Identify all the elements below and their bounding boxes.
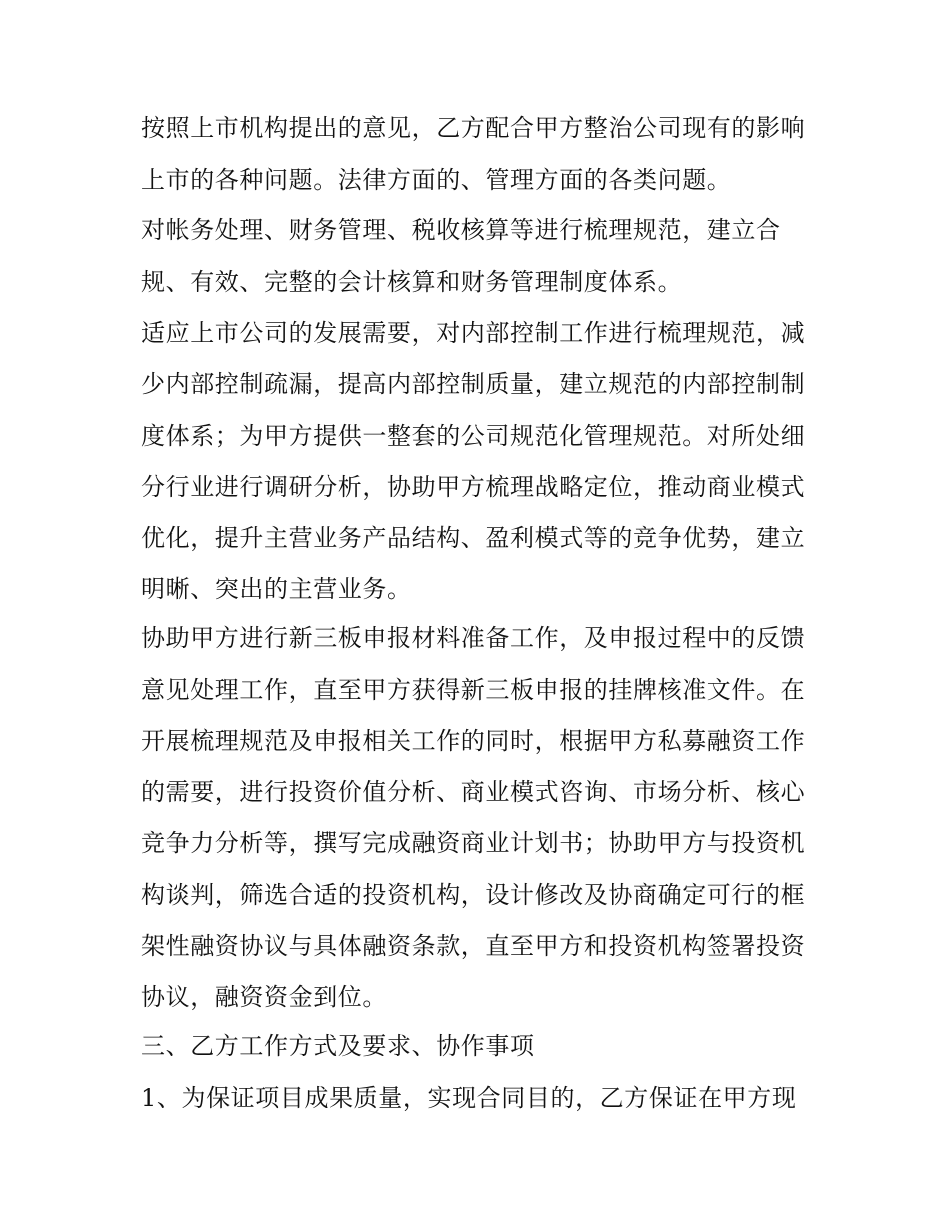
paragraph-line-2: 上市的各种问题。法律方面的、管理方面的各类问题。 [141, 166, 732, 194]
paragraph-line-7: 度体系；为甲方提供一整套的公司规范化管理规范。对所处细 [141, 422, 806, 450]
paragraph-line-13: 开展梳理规范及申报相关工作的同时，根据甲方私募融资工作 [141, 727, 806, 755]
paragraph-line-12: 意见处理工作，直至甲方获得新三板申报的挂牌核准文件。在 [141, 676, 806, 704]
section-heading: 三、乙方工作方式及要求、协作事项 [141, 1032, 535, 1060]
paragraph-line-4: 规、有效、完整的会计核算和财务管理制度体系。 [141, 268, 683, 296]
paragraph-line-11: 协助甲方进行新三板申报材料准备工作，及申报过程中的反馈 [141, 624, 806, 652]
paragraph-line-5: 适应上市公司的发展需要，对内部控制工作进行梳理规范，减 [141, 319, 806, 347]
paragraph-line-15: 竞争力分析等，撰写完成融资商业计划书；协助甲方与投资机 [141, 829, 806, 857]
paragraph-line-1: 按照上市机构提出的意见，乙方配合甲方整治公司现有的影响 [141, 114, 806, 142]
paragraph-line-10: 明晰、突出的主营业务。 [141, 575, 412, 603]
paragraph-line-17: 架性融资协议与具体融资条款，直至甲方和投资机构签署投资 [141, 932, 806, 960]
paragraph-line-14: 的需要，进行投资价值分析、商业模式咨询、市场分析、核心 [141, 778, 806, 806]
paragraph-line-18: 协议，融资资金到位。 [141, 983, 387, 1011]
paragraph-line-3: 对帐务处理、财务管理、税收核算等进行梳理规范，建立合 [141, 216, 781, 244]
paragraph-line-8: 分行业进行调研分析，协助甲方梳理战略定位，推动商业模式 [141, 473, 806, 501]
paragraph-line-9: 优化，提升主营业务产品结构、盈利模式等的竞争优势，建立 [141, 524, 806, 552]
paragraph-line-16: 构谈判，筛选合适的投资机构，设计修改及协商确定可行的框 [141, 881, 806, 909]
paragraph-line-6: 少内部控制疏漏，提高内部控制质量，建立规范的内部控制制 [141, 370, 806, 398]
numbered-item-1: 1、为保证项目成果质量，实现合同目的，乙方保证在甲方现 [141, 1084, 797, 1112]
